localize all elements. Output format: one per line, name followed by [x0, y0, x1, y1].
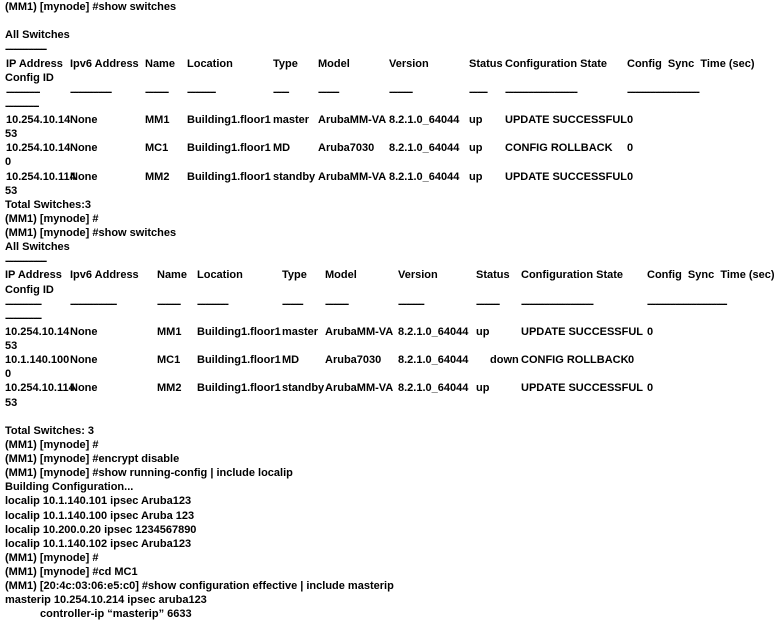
cell-location: Building1.floor1 — [187, 142, 271, 155]
header-config-id: Config ID — [5, 283, 54, 296]
cell-location: Building1.floor1 — [187, 170, 271, 183]
cell-version: 8.2.1.0_64044 — [389, 142, 460, 155]
total-switches-text: Total Switches: 3 — [5, 424, 95, 437]
cell-sync-time: 0 — [627, 114, 634, 126]
table-row — [0, 353, 780, 367]
header-configuration-state: Configuration State — [505, 57, 608, 70]
table1-title — [0, 28, 780, 42]
separator-dashes: ---------------- — [5, 255, 47, 268]
cli-command-line — [0, 579, 780, 593]
header-ip-address: IP Address — [5, 269, 62, 282]
separator-dashes: ------------------------------- — [647, 297, 727, 310]
cell-name: MM2 — [145, 170, 170, 183]
command-text: (MM1) [mynode] #show switches — [5, 227, 177, 239]
header-name: Name — [145, 57, 175, 70]
separator-dashes: ------------------ — [70, 297, 117, 310]
separator-dashes: --------- — [325, 297, 349, 310]
cell-version: 8.2.1.0_64044 — [398, 325, 469, 338]
separator-dashes: --------- — [145, 85, 169, 98]
separator-dashes: ----------- — [187, 85, 216, 98]
table-title-text: All Switches — [5, 29, 70, 42]
separator-dashes: ---------------- — [70, 85, 112, 98]
header-type: Type — [282, 269, 307, 282]
localip-text: localip 10.1.140.102 ipsec Aruba123 — [5, 537, 192, 550]
config-id-wrap — [0, 367, 780, 381]
table-row — [0, 141, 780, 155]
cell-name: MM1 — [145, 114, 170, 126]
prompt-text: (MM1) [mynode] # — [5, 438, 99, 451]
cell-model: ArubaMM-VA — [325, 382, 394, 395]
command-text: (MM1) [mynode] #cd MC1 — [5, 566, 138, 578]
config-id-wrap — [0, 155, 780, 169]
building-configuration-text: Building Configuration... — [5, 481, 134, 494]
cell-version: 8.2.1.0_64044 — [389, 170, 460, 183]
separator-dashes: ------------- — [6, 85, 40, 98]
cli-command-line — [0, 226, 780, 240]
table2-title-underline — [0, 254, 780, 268]
separator-dashes: --------- — [389, 85, 413, 98]
cli-prompt-line — [0, 438, 780, 452]
localip-line — [0, 509, 780, 523]
controller-ip-text: controller-ip “masterip” 6633 — [40, 608, 192, 621]
command-text: (MM1) [mynode] #show running-config | include localip — [5, 467, 293, 480]
separator-dashes: ------------- — [5, 99, 39, 112]
cell-config-id: 53 — [5, 340, 18, 352]
total-switches-text: Total Switches:3 — [5, 198, 91, 211]
cell-status: up — [469, 170, 483, 183]
header-location: Location — [187, 57, 233, 70]
header-configuration-state: Configuration State — [521, 269, 624, 282]
header-status: Status — [469, 57, 503, 70]
separator-dashes: ---------------- — [5, 43, 47, 56]
cell-location: Building1.floor1 — [197, 325, 281, 338]
cell-config-id: 53 — [5, 396, 18, 409]
cell-sync-time: 0 — [628, 354, 635, 367]
separator-dashes: ------------ — [197, 297, 228, 310]
header-model: Model — [325, 269, 357, 282]
cli-command-line — [0, 565, 780, 579]
cell-config-state: CONFIG ROLLBACK — [505, 142, 613, 155]
header-config-id: Config ID — [5, 71, 54, 84]
cell-ip: 10.254.10.14 — [6, 114, 71, 126]
separator-dashes: -------------- — [5, 311, 41, 324]
table2-separator-wrap — [0, 311, 780, 325]
localip-text: localip 10.1.140.100 ipsec Aruba 123 — [5, 509, 195, 522]
building-configuration-line — [0, 480, 780, 494]
cell-sync-time: 0 — [627, 170, 634, 183]
cell-status: down — [490, 354, 519, 367]
table2-title — [0, 240, 780, 254]
table2-header-row — [0, 268, 780, 282]
cell-type: standby — [282, 382, 325, 395]
controller-ip-line — [0, 607, 780, 621]
config-id-wrap — [0, 184, 780, 198]
cell-ipv6: None — [70, 114, 98, 126]
header-model: Model — [318, 57, 350, 70]
cli-command-line — [0, 452, 780, 466]
table1-header-wrap — [0, 71, 780, 85]
cell-location: Building1.floor1 — [187, 114, 271, 126]
cell-config-state: UPDATE SUCCESSFUL — [521, 382, 644, 395]
table2-header-wrap — [0, 283, 780, 297]
header-ipv6-address: Ipv6 Address — [70, 269, 139, 282]
cell-sync-time: 0 — [647, 325, 654, 338]
header-name: Name — [157, 269, 187, 282]
cell-version: 8.2.1.0_64044 — [389, 114, 460, 126]
cell-ipv6: None — [70, 354, 98, 367]
localip-line — [0, 537, 780, 551]
cell-type: master — [273, 114, 310, 126]
cell-ip: 10.1.140.100 — [5, 354, 70, 367]
cell-location: Building1.floor1 — [197, 382, 281, 395]
table2-separator-row — [0, 297, 780, 311]
cell-name: MC1 — [157, 354, 181, 367]
cell-status: up — [476, 325, 490, 338]
cell-config-id: 53 — [5, 184, 18, 197]
table-row — [0, 113, 780, 127]
cell-type: MD — [273, 142, 291, 155]
header-ipv6-address: Ipv6 Address — [70, 57, 139, 70]
cell-ip: 10.254.10.14 — [6, 142, 71, 155]
command-text: (MM1) [mynode] #encrypt disable — [5, 453, 180, 465]
cell-type: MD — [282, 354, 300, 367]
cell-status: up — [476, 382, 490, 395]
cli-prompt-line — [0, 212, 780, 226]
localip-text: localip 10.1.140.101 ipsec Aruba123 — [5, 495, 192, 508]
cell-sync-time: 0 — [647, 382, 654, 395]
cell-ipv6: None — [70, 382, 98, 395]
table1-separator-row — [0, 85, 780, 99]
cell-ipv6: None — [70, 170, 98, 183]
header-config-sync-time: Config Sync Time (sec) — [627, 57, 755, 70]
cell-ip: 10.254.10.114 — [6, 170, 76, 183]
separator-dashes: ------ — [273, 85, 289, 98]
masterip-text: masterip 10.254.10.214 ipsec aruba123 — [5, 594, 207, 607]
separator-dashes: ---------------------------- — [521, 297, 593, 310]
localip-line — [0, 494, 780, 508]
cell-ipv6: None — [70, 142, 98, 155]
blank-line — [0, 14, 780, 28]
separator-dashes: -------- — [282, 297, 303, 310]
separator-dashes: ---------------------------- — [627, 85, 699, 98]
cell-config-state: UPDATE SUCCESSFUL — [505, 114, 628, 126]
cell-model: ArubaMM-VA — [318, 114, 387, 126]
separator-dashes: ---------- — [398, 297, 424, 310]
localip-line — [0, 523, 780, 537]
cell-config-state: UPDATE SUCCESSFUL — [505, 170, 628, 183]
config-id-wrap — [0, 396, 780, 410]
cell-model: Aruba7030 — [325, 354, 382, 367]
table1-title-underline — [0, 42, 780, 56]
cell-status: up — [469, 142, 483, 155]
table-row — [0, 381, 780, 395]
separator-dashes: --------- — [157, 297, 181, 310]
blank-line — [0, 410, 780, 424]
cell-ipv6: None — [70, 325, 98, 338]
cli-command-line — [0, 466, 780, 480]
separator-dashes: --------- — [476, 297, 500, 310]
separator-dashes: -------------- — [5, 297, 41, 310]
table-row — [0, 170, 780, 184]
header-ip-address: IP Address — [6, 57, 63, 70]
cell-version: 8.2.1.0_64044 — [398, 382, 469, 395]
header-config-sync-time: Config Sync Time (sec) — [647, 269, 775, 282]
cell-sync-time: 0 — [627, 142, 634, 155]
cell-model: Aruba7030 — [318, 142, 375, 155]
total-switches-line — [0, 424, 780, 438]
masterip-line — [0, 593, 780, 607]
prompt-text: (MM1) [mynode] # — [5, 551, 99, 564]
cell-location: Building1.floor1 — [197, 354, 281, 367]
config-id-wrap — [0, 127, 780, 141]
cell-config-state: UPDATE SUCCESSFUL — [521, 325, 644, 338]
header-type: Type — [273, 57, 298, 70]
cell-name: MM1 — [157, 325, 182, 338]
total-switches-line — [0, 198, 780, 212]
cell-config-id: 0 — [5, 368, 12, 381]
cell-config-id: 53 — [5, 128, 18, 141]
cell-type: standby — [273, 170, 316, 183]
cell-config-state: CONFIG ROLLBACK — [521, 354, 629, 367]
cell-name: MM2 — [157, 382, 182, 395]
cell-name: MC1 — [145, 142, 169, 155]
cell-ip: 10.254.10.14 — [5, 325, 70, 338]
cli-command-line — [0, 0, 780, 14]
separator-dashes: -------- — [318, 85, 339, 98]
cli-prompt-line — [0, 551, 780, 565]
cell-model: ArubaMM-VA — [325, 325, 394, 338]
table1-separator-wrap — [0, 99, 780, 113]
table-title-text: All Switches — [5, 241, 70, 254]
table-row — [0, 325, 780, 339]
cell-type: master — [282, 325, 319, 338]
cell-config-id: 0 — [5, 156, 12, 169]
header-status: Status — [476, 269, 510, 282]
header-version: Version — [389, 57, 429, 70]
command-text: (MM1) [mynode] #show switches — [5, 1, 177, 13]
table1-header-row — [0, 57, 780, 71]
header-version: Version — [398, 269, 438, 282]
cell-status: up — [469, 114, 483, 126]
header-location: Location — [197, 269, 243, 282]
command-text: (MM1) [20:4c:03:06:e5:c0] #show configuration effective | include masterip — [5, 580, 394, 593]
localip-text: localip 10.200.0.20 ipsec 1234567890 — [5, 523, 197, 536]
config-id-wrap — [0, 339, 780, 353]
cell-model: ArubaMM-VA — [318, 170, 387, 183]
prompt-text: (MM1) [mynode] # — [5, 212, 99, 225]
separator-dashes: ---------------------------- — [505, 85, 577, 98]
cell-ip: 10.254.10.114 — [5, 382, 75, 395]
cell-version: 8.2.1.0_64044 — [398, 354, 469, 367]
separator-dashes: ------- — [469, 85, 487, 98]
